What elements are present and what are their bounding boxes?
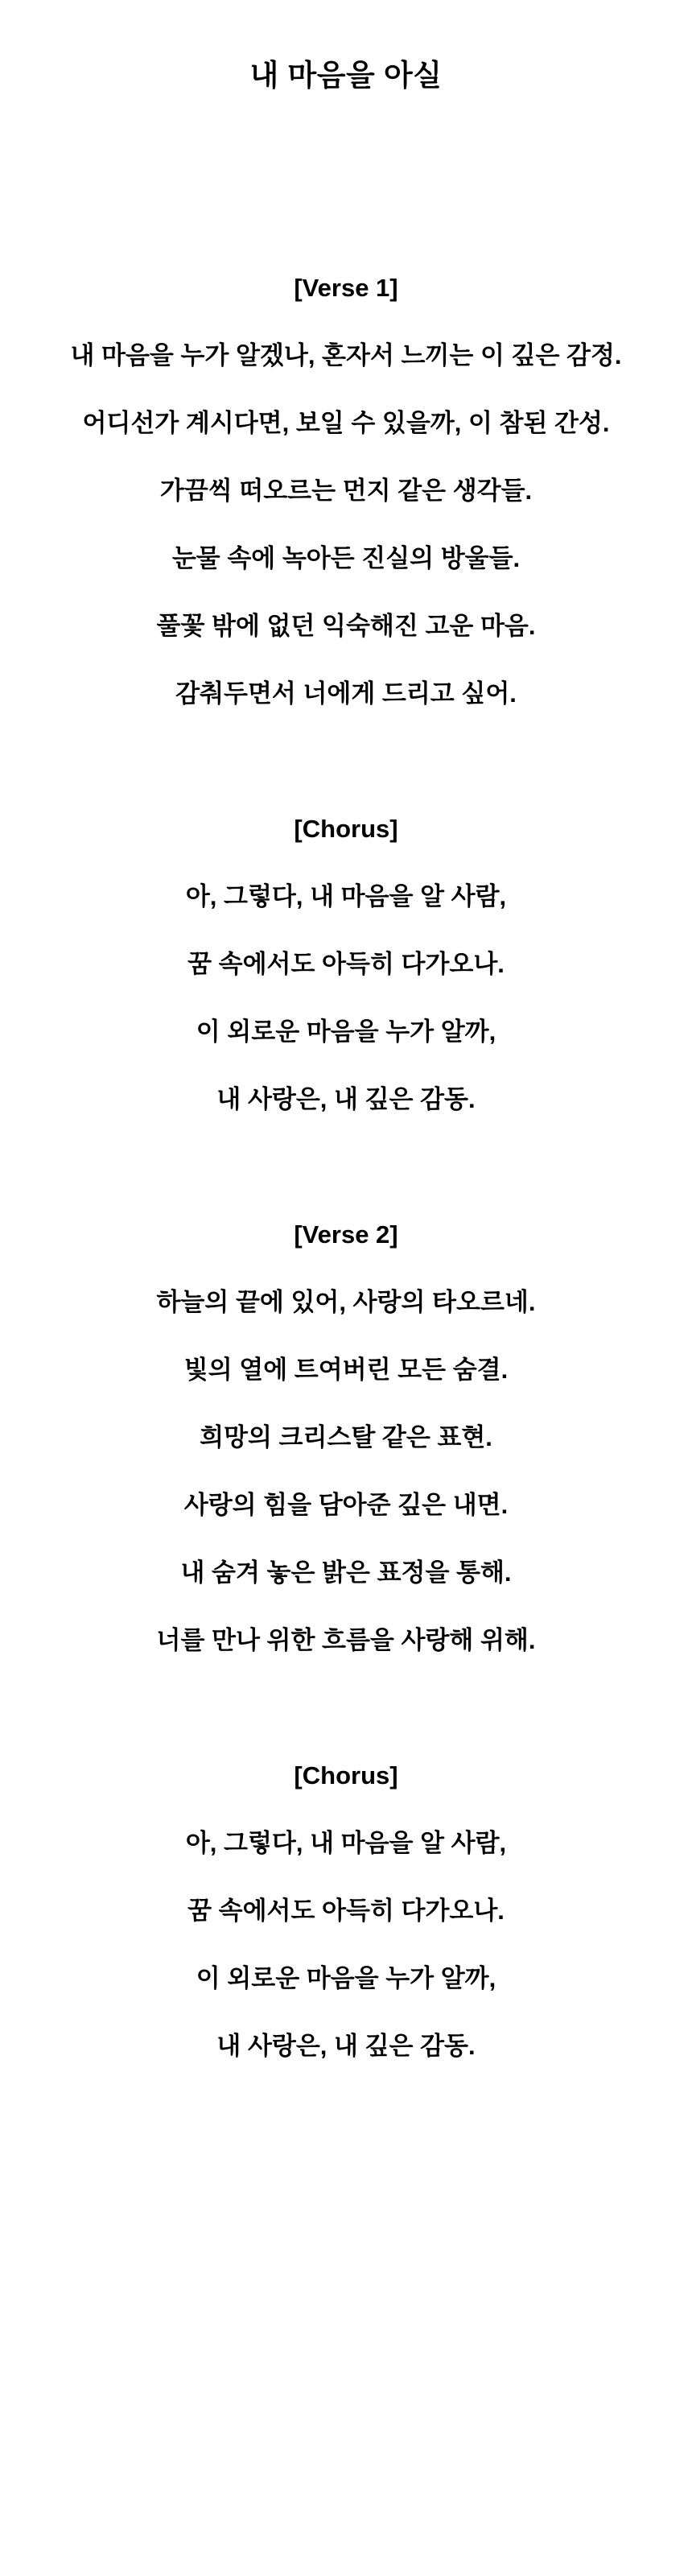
lyric-line: 어디선가 계시다면, 보일 수 있을까, 이 참된 간성. (82, 409, 610, 437)
lyric-line: 아, 그렇다, 내 마음을 알 사람, (185, 882, 507, 910)
section-label: [Chorus] (294, 815, 398, 843)
lyric-line: 꿈 속에서도 아득히 다가오나. (187, 1897, 505, 1925)
lyric-line: 이 외로운 마음을 누가 알까, (196, 1964, 496, 1992)
lyric-line: 빛의 열에 트여버린 모든 숨결. (183, 1356, 509, 1384)
section-chorus-1 (0, 813, 692, 1116)
section-label: [Verse 1] (294, 274, 398, 302)
page-title: 내 마음을 아실 (249, 59, 443, 92)
lyric-line: 가끔씩 떠오르는 먼지 같은 생각들. (159, 477, 533, 505)
lyric-line: 내 마음을 누가 알겠나, 혼자서 느끼는 이 깊은 감정. (70, 341, 622, 369)
section-label: [Chorus] (294, 1761, 398, 1790)
lyric-line: 희망의 크리스탈 같은 표현. (200, 1423, 492, 1451)
section-verse-2 (0, 1219, 692, 1657)
lyric-line: 사랑의 힘을 담아준 깊은 내면. (183, 1491, 509, 1519)
lyric-line: 꿈 속에서도 아득히 다가오나. (187, 950, 505, 978)
lyric-line: 아, 그렇다, 내 마음을 알 사람, (185, 1829, 507, 1857)
section-label: [Verse 2] (294, 1220, 398, 1249)
lyric-line: 하늘의 끝에 있어, 사랑의 타오르네. (156, 1288, 536, 1316)
lyric-line: 너를 만나 위한 흐름을 사랑해 위해. (156, 1626, 536, 1654)
lyric-line: 내 사랑은, 내 깊은 감동. (216, 1085, 476, 1113)
lyric-line: 이 외로운 마음을 누가 알까, (196, 1018, 496, 1046)
lyric-line: 내 사랑은, 내 깊은 감동. (216, 2032, 476, 2060)
lyric-line: 감춰두면서 너에게 드리고 싶어. (175, 679, 517, 708)
section-verse-1 (0, 272, 692, 710)
lyric-line: 풀꽃 밖에 없던 익숙해진 고운 마음. (156, 612, 536, 640)
lyric-line: 눈물 속에 녹아든 진실의 방울들. (171, 544, 521, 572)
lyric-line: 내 숨겨 놓은 밝은 표정을 통해. (180, 1558, 512, 1587)
section-chorus-2 (0, 1760, 692, 2062)
